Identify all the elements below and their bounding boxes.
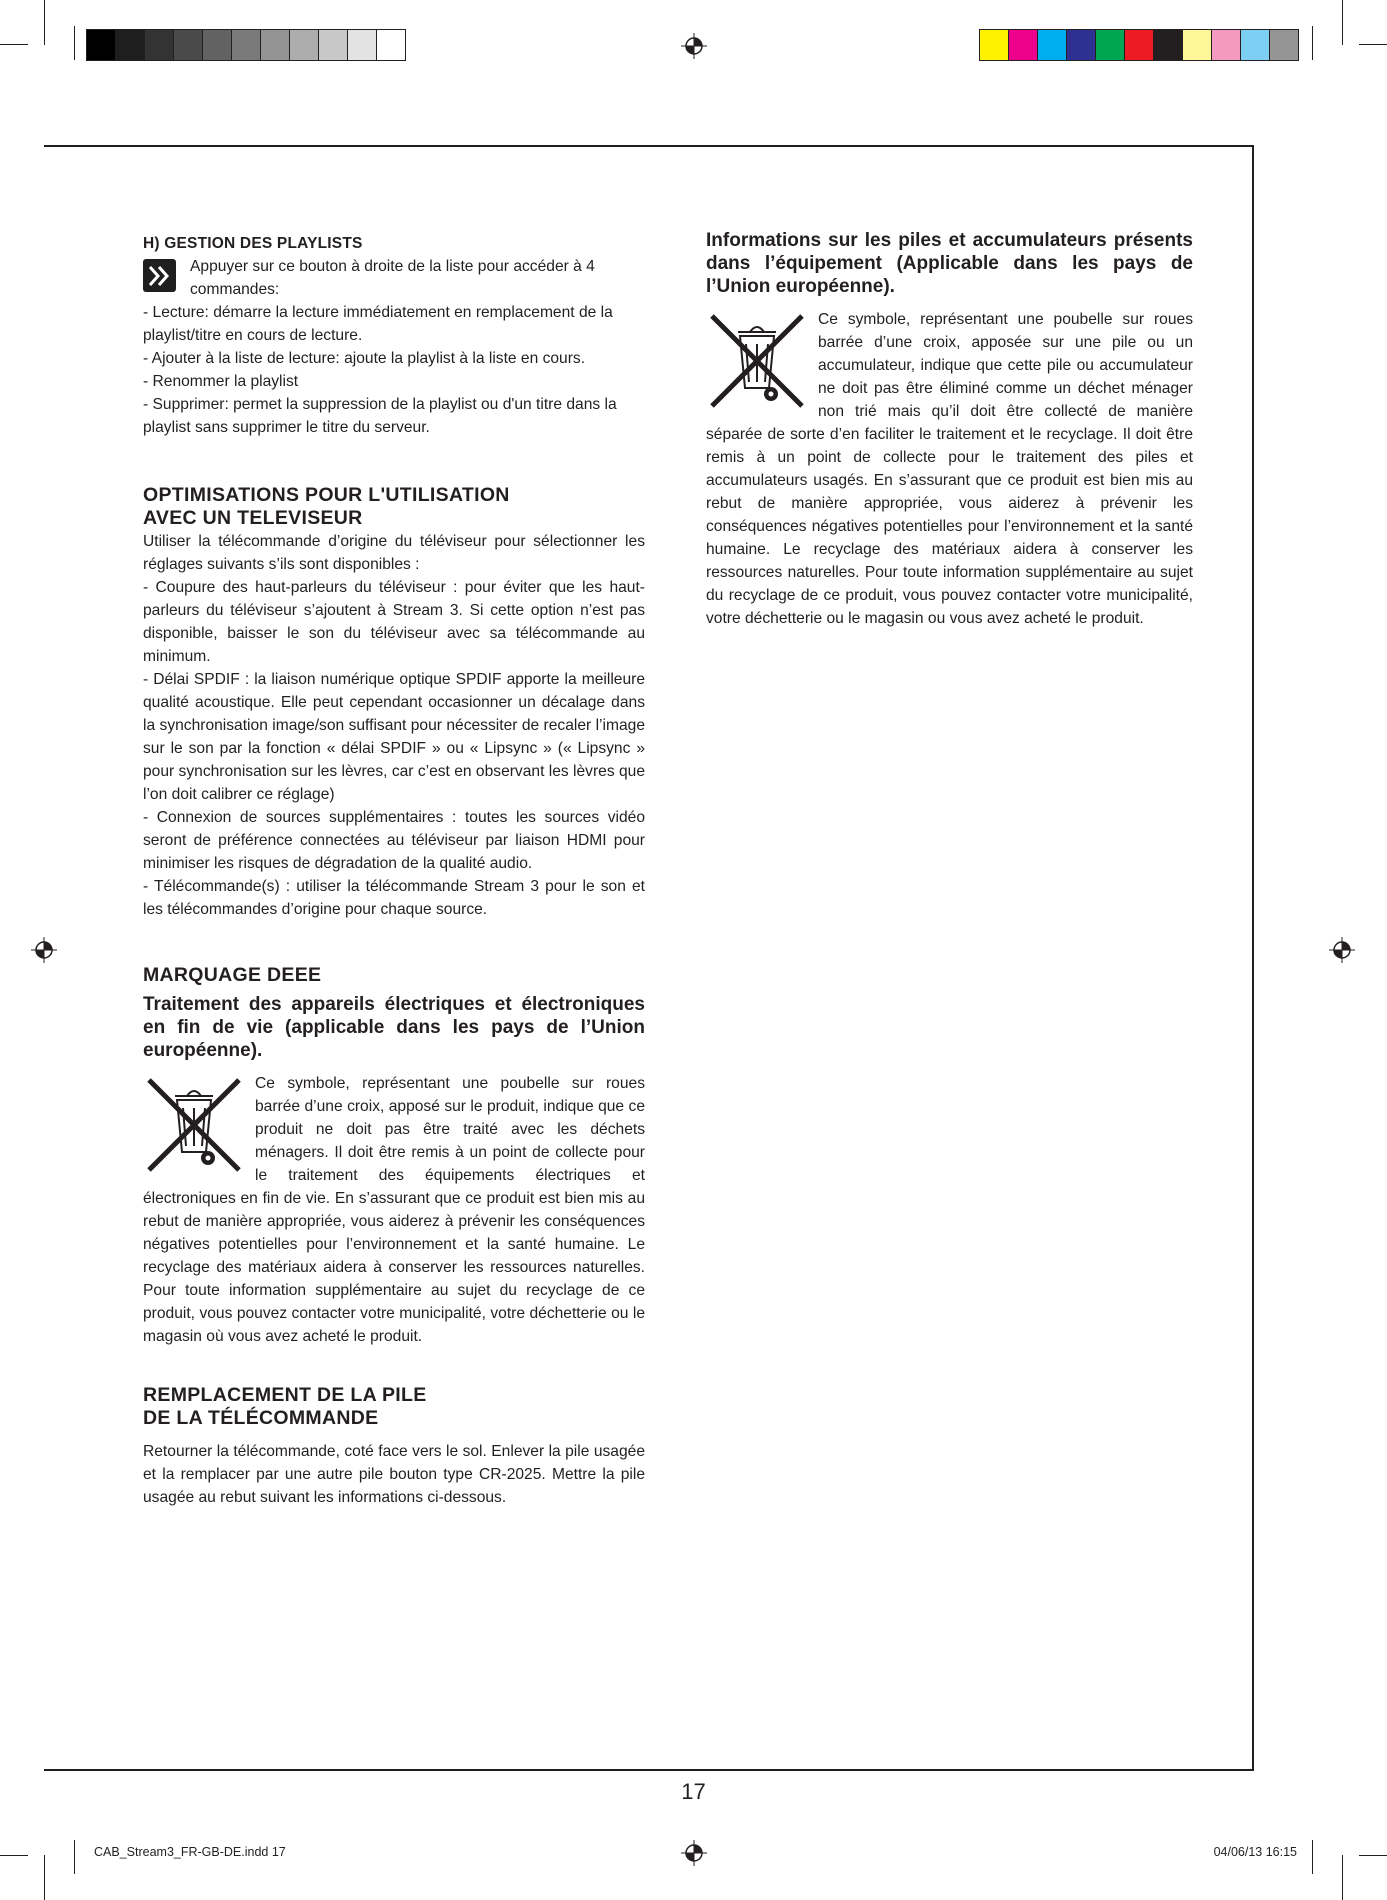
playlists-item: - Lecture: démarre la lecture immédiatement en remplacement de la playlist/titre en cours de lecture. [143,304,613,344]
page-number: 17 [681,1779,706,1804]
crop-mark [1342,0,1343,45]
optim-paragraph: - Connexion de sources supplémentaires : toutes les sources vidéo seront de préférence connectées au téléviseur par liaison HDMI pour minimiser les risques de dégradation de la qualité audio. [143,809,645,872]
optim-paragraph: Utiliser la télécommande d’origine du téléviseur pour sélectionner les réglages suivants s’ils sont disponibles : [143,533,645,573]
playlists-item: - Supprimer: permet la suppression de la playlist ou d'un titre dans la playlist sans supprimer le titre du serveur. [143,396,617,436]
color-swatch [145,30,174,60]
color-swatch [232,30,261,60]
chevron-right-icon [143,259,176,292]
pile-text: Retourner la télécommande, coté face vers le sol. Enlever la pile usagée et la remplacer par une autre pile bouton type CR-2025. Mettre la pile usagée au rebut suivant les informations ci-dessous. [143,1443,645,1506]
color-swatch [1038,30,1067,60]
playlists-item: - Ajouter à la liste de lecture: ajoute la playlist à la liste en cours. [143,350,586,367]
optim-paragraph: - Délai SPDIF : la liaison numérique optique SPDIF apporte la meilleure qualité acoustique. Elle peut cependant occasionner un décalage dans la synchronisation image/son suffisant pour nécessiter de recaler l’image sur le son par la fonction « délai SPDIF » ou « Lipsync » (« Lipsync » pour synchronisation sur les lèvres, car c’est en observant les lèvres que l’on doit calibrer ce réglage) [143,671,645,803]
color-swatch [1241,30,1270,60]
playlists-heading: H) GESTION DES PLAYLISTS [143,235,363,252]
deee-heading: MARQUAGE DEEE [143,964,322,986]
crop-mark [44,1855,45,1900]
playlists-intro-block [143,255,645,301]
optim-paragraph: - Télécommande(s) : utiliser la télécommande Stream 3 pour le son et les télécommandes d’origine pour chaque source. [143,878,645,918]
deee-subheading: Traitement des appareils électriques et électroniques en fin de vie (applicable dans les pays de l’Union européenne). [143,994,645,1061]
color-swatch [1183,30,1212,60]
color-swatch [348,30,377,60]
battery-block [706,308,1193,630]
optim-heading-line-1: OPTIMISATIONS POUR L'UTILISATION [143,484,510,506]
color-swatch [1212,30,1241,60]
playlists-intro: Appuyer sur ce bouton à droite de la liste pour accéder à 4 commandes: [190,258,595,298]
color-swatch [1125,30,1154,60]
left-column [143,233,645,1509]
date-slug: 04/06/13 16:15 [1213,1845,1297,1859]
crop-mark [0,1855,28,1856]
pile-heading-line-2: DE LA TÉLÉCOMMANDE [143,1407,379,1429]
crop-mark [1312,26,1313,60]
deee-block [143,1072,645,1348]
color-swatch [1067,30,1096,60]
color-swatch [290,30,319,60]
registration-mark-icon [1329,937,1355,963]
pile-heading-line-1: REMPLACEMENT DE LA PILE [143,1384,427,1406]
crop-mark [1342,1855,1343,1900]
color-bar [979,29,1299,61]
registration-mark-icon [681,1840,707,1866]
color-swatch [1270,30,1298,60]
optim-heading-line-2: AVEC UN TELEVISEUR [143,507,363,529]
color-swatch [174,30,203,60]
playlists-item: - Renommer la playlist [143,373,299,390]
battery-heading: Informations sur les piles et accumulateurs présents dans l’équipement (Applicable dans les pays de l’Union européenne). [706,230,1193,297]
crossed-out-bin-icon [143,1074,245,1176]
crop-mark [0,44,28,45]
crop-mark [1359,44,1387,45]
crop-mark [44,0,45,45]
color-swatch [1009,30,1038,60]
color-swatch [87,30,116,60]
crop-mark [1312,1840,1313,1874]
color-swatch [261,30,290,60]
color-swatch [377,30,405,60]
color-swatch [319,30,348,60]
crop-mark [74,1840,75,1874]
file-slug: CAB_Stream3_FR-GB-DE.indd 17 [94,1845,286,1859]
crop-mark [1359,1855,1387,1856]
grayscale-bar [86,29,406,61]
color-swatch [116,30,145,60]
color-swatch [1154,30,1183,60]
crossed-out-bin-icon [706,310,808,412]
deee-text: Ce symbole, représentant une poubelle sur roues barrée d’une croix, apposé sur le produit, indique que ce produit ne doit pas être traité avec les déchets ménagers. Il doit être remis à un point de collecte pour le traitement des équipements électriques et électroniques en fin de vie. En s’assurant que ce produit est bien mis au rebut de manière appropriée, vous aiderez à prévenir les conséquences négatives potentielles pour l’environnement et la santé humaine. Le recyclage des matériaux aidera à conserver les ressources naturelles. Pour toute information supplémentaire au sujet du recyclage de ce produit, vous pouvez contacter votre municipalité, votre déchetterie ou le magasin où vous avez acheté le produit. [143,1075,645,1345]
color-swatch [203,30,232,60]
registration-mark-icon [681,33,707,59]
optim-paragraph: - Coupure des haut-parleurs du téléviseur : pour éviter que les haut-parleurs du téléviseur s’ajoutent à Stream 3. Si cette option n’est pas disponible, baisser le son du téléviseur avec sa télécommande au minimum. [143,579,645,665]
crop-mark [74,26,75,60]
right-column [706,229,1193,630]
color-swatch [980,30,1009,60]
color-swatch [1096,30,1125,60]
battery-text: Ce symbole, représentant une poubelle sur roues barrée d’une croix, apposée sur une pile ou un accumulateur, indique que cette pile ou accumulateur ne doit pas être éliminé comme un déchet ménager non trié mais qu’il doit être collecté de manière séparée de sorte d’en faciliter le traitement et le recyclage. Il doit être remis à un point de collecte pour le traitement des piles et accumulateurs usagés. En s’assurant que ce produit est bien mis au rebut de manière appropriée, vous aiderez à prévenir les conséquences négatives potentielles pour l’environnement et la santé humaine. Le recyclage des matériaux aidera à conserver les ressources naturelles. Pour toute information supplémentaire au sujet du recyclage de ce produit, vous pouvez contacter votre municipalité, votre déchetterie ou le magasin ou vous avez acheté le produit. [706,311,1193,627]
